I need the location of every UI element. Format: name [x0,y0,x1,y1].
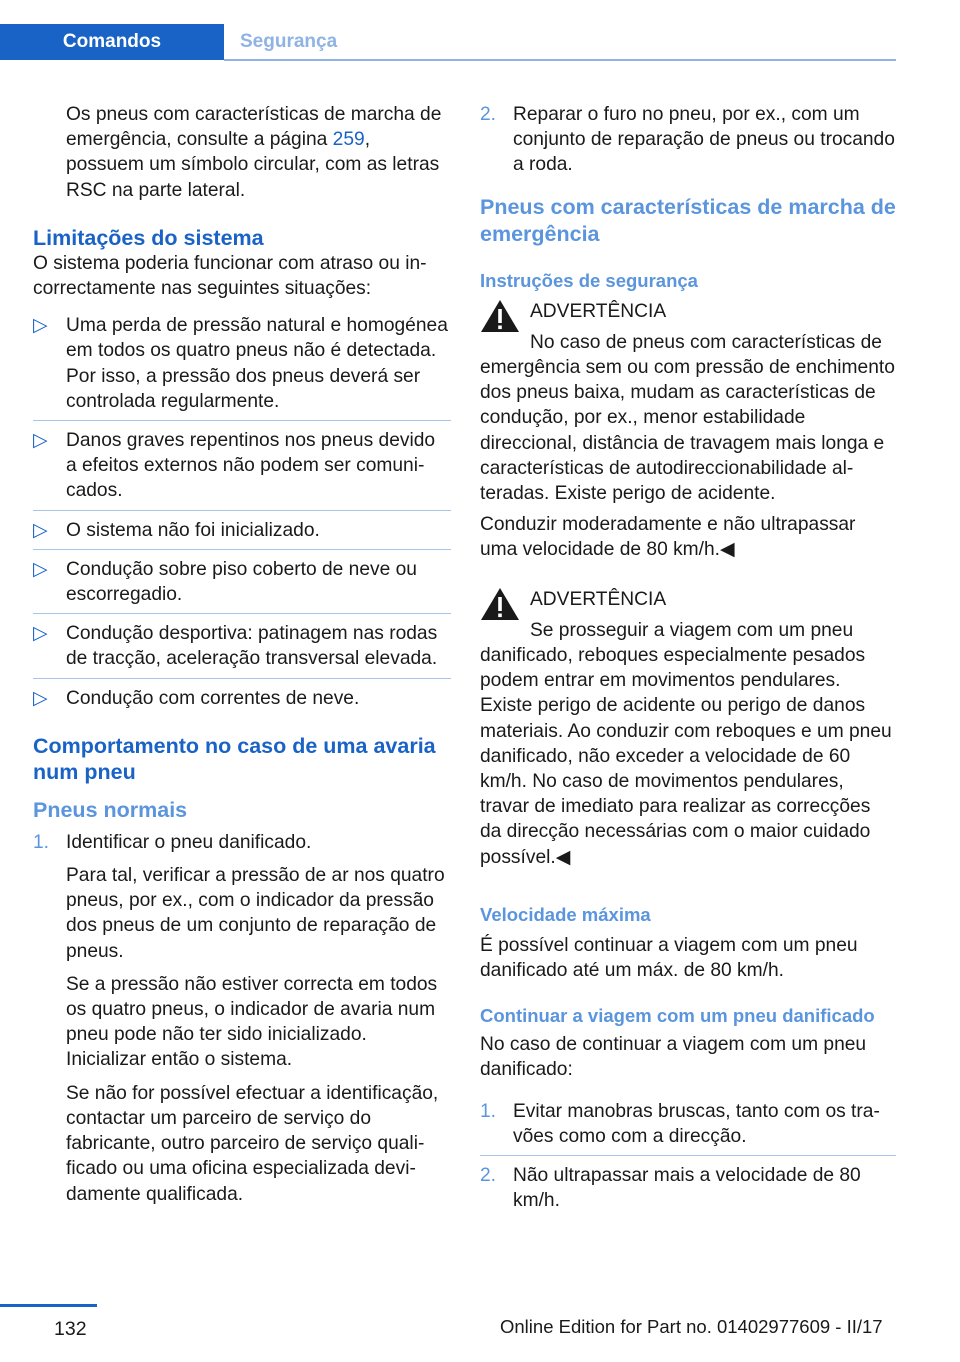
list-item-text: O sistema não foi inicializado. [66,519,320,541]
list-item-text: Condução sobre piso coberto de neve ou escorregadio. [66,558,417,606]
intro-text-end: , possuem um símbolo circular, com as letras RSC na parte lateral. [66,129,440,201]
left-column [33,102,451,1213]
speed-paragraph: É possível continuar a viagem com um pneu danificado até um máx. de 80 km/h. [480,934,858,982]
warning-text: danificado, reboques especialmente pesados podem entrar em movimentos pendulares. Existe perigo de acidente ou perigo de danos materiais. Ao conduzir com reboques e um pneu danificado, não exceder a velocidade de 60 km/h. No caso de movimentos pendulares, travar de imediato para realizar as correcções da direcção necessárias com o maior cuidado possível.◀ [480,645,892,868]
list-item [33,621,451,678]
warning-block-1 [480,297,896,563]
triangle-bullet-icon: ▷ [33,519,48,541]
warning-triangle-icon [480,299,520,333]
step-number: 1. [33,831,50,853]
warning-triangle-icon [480,587,520,621]
warning-block-2 [480,585,896,870]
subheading-max-speed: Velocidade máxima [480,903,651,925]
warning-title: ADVERTÊNCIA [530,300,667,322]
limits-list [33,313,451,711]
triangle-bullet-icon: ▷ [33,315,48,337]
step-item [480,1099,896,1156]
normal-steps [33,830,451,1207]
step-title: Identificar o pneu danificado. [66,831,312,853]
header-divider [224,59,896,61]
chapter-header [0,24,896,62]
intro-text: Os pneus com características de marcha de emergência, consulte a página [66,104,442,151]
list-item-text: Danos graves repentinos nos pneus devido a efeitos externos não podem ser comunicados. [66,430,436,502]
section-heading-limits: Limitações do sistema [33,225,264,250]
triangle-bullet-icon: ▷ [33,430,48,452]
subheading-safety: Instruções de segurança [480,269,698,291]
list-item-text: Condução desportiva: patinagem nas rodas de tracção, aceleração transversal elevada. [66,623,438,670]
step-item [480,1163,896,1213]
footer-divider [0,1304,97,1307]
list-item [33,686,451,711]
list-item [33,557,451,614]
tab-comandos[interactable]: Comandos [0,24,224,60]
list-item-text: Condução com correntes de neve. [66,687,360,709]
list-item-text: Uma perda de pressão natural e homogénea em todos os quatro pneus não é detectada. Por isso, a pressão dos pneus deverá ser controlada regularmente. [66,315,448,412]
triangle-bullet-icon: ▷ [33,558,48,580]
step-text: Reparar o furo no pneu, por ex., com um conjunto de reparação de pneus ou trocando a roda. [513,104,895,176]
list-item [33,313,451,421]
step-text: Não ultrapassar mais a velocidade de 80 km/h. [513,1165,861,1212]
tab-seguranca[interactable]: Segurança [240,31,338,52]
step-paragraph: Se não for possível efectuar a identificação, contactar um parceiro de serviço do fabricante, outro parceiro de serviço qualificado ou uma oficina especializada devidamente qualificada. [66,1082,439,1205]
warning-text-first: Se prosseguir a viagem com um pneu [530,619,854,641]
step-item [33,830,451,1207]
section-heading-behaviour: Comportamento no caso de uma avaria num pneu [33,733,436,784]
warning-text-first: No caso de pneus com características de [530,331,882,353]
page-number: 132 [54,1318,87,1340]
step-number: 1. [480,1100,497,1122]
step-text: Evitar manobras bruscas, tanto com os travões como com a direcção. [513,1100,880,1147]
section-heading-runflat: Pneus com características de marcha de emergência [480,194,896,246]
step-paragraph: Para tal, verificar a pressão de ar nos quatro pneus, por ex., com o indicador da pressão dos pneus de um conjunto de reparação de pneus. [66,865,445,962]
warning-action: Conduzir moderadamente e não ultrapassar uma velocidade de 80 km/h.◀ [480,514,856,561]
warning-title: ADVERTÊNCIA [530,588,667,610]
triangle-bullet-icon: ▷ [33,687,48,709]
step-number: 2. [480,104,497,125]
list-item [33,428,451,511]
step-item [480,102,896,178]
warning-text: emergência sem ou com pressão de enchimento dos pneus baixa, mudam as características de condução, por ex., menor estabilidade direccional, distância de travagem mais longa e características de autodireccionabilidade alteradas. Existe perigo de acidente. [480,357,895,505]
edition-footer: Online Edition for Part no. 01402977609 - II/17 [500,1316,883,1337]
subheading-continue: Continuar a viagem com um pneu danificado [480,1005,875,1027]
limits-paragraph: O sistema poderia funcionar com atraso ou incorrectamente nas seguintes situações: [33,252,427,300]
step-number: 2. [480,1165,497,1187]
list-item [33,518,451,550]
intro-paragraph [33,102,451,203]
normal-steps-continued [480,102,896,178]
right-column [480,102,896,1220]
continue-steps [480,1099,896,1214]
continue-paragraph: No caso de continuar a viagem com um pneu danificado: [480,1034,867,1081]
triangle-bullet-icon: ▷ [33,623,48,645]
subheading-normal-tyres: Pneus normais [33,797,188,822]
page-link[interactable]: 259 [332,129,365,151]
step-paragraph: Se a pressão não estiver correcta em todos os quatro pneus, o indicador de avaria num pneu pode não ter sido inicializado. Inicializar então o sistema. [66,973,438,1071]
